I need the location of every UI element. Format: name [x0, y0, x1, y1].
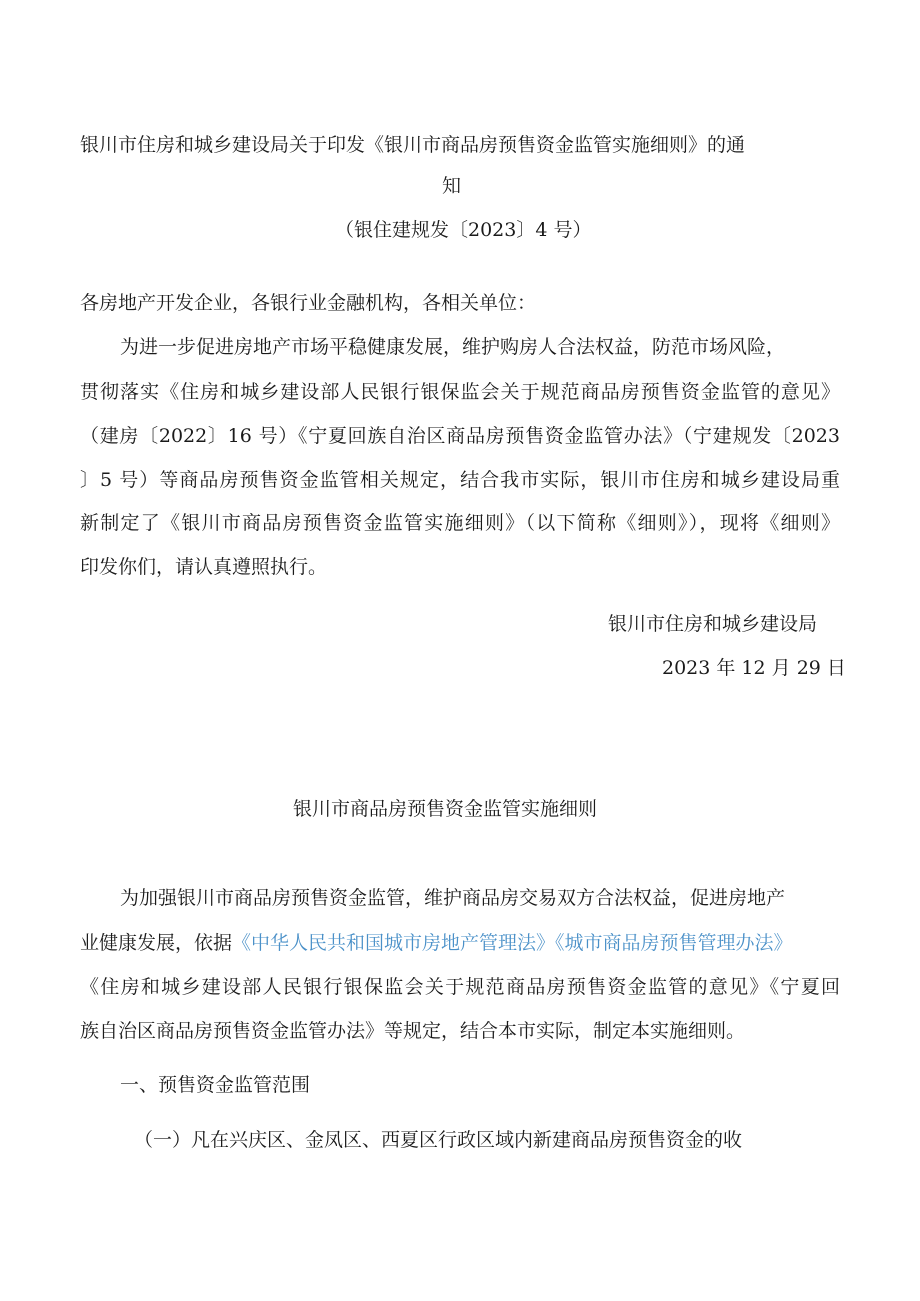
salutation: 各房地产开发企业，各银行业金融机构，各相关单位：: [80, 292, 537, 314]
rules-intro-line: [80, 931, 840, 955]
rules-title: 银川市商品房预售资金监管实施细则: [293, 798, 598, 820]
notice-paragraph-line: 贯彻落实《住房和城乡建设部人民银行银保监会关于规范商品房预售资金监管的意见》: [80, 381, 840, 403]
notice-paragraph-line: 新制定了《银川市商品房预售资金监管实施细则》（以下简称《细则》），现将《细则》: [80, 512, 840, 534]
law-link-urban-real-estate[interactable]: 《中华人民共和国城市房地产管理法》: [232, 932, 556, 954]
law-link-presale-management[interactable]: 《城市商品房预售管理办法》: [555, 932, 793, 954]
notice-paragraph-line: 〕5 号）等商品房预售资金监管相关规定，结合我市实际，银川市住房和城乡建设局重: [80, 469, 840, 491]
rules-intro-line: 为加强银川市商品房预售资金监管，维护商品房交易双方合法权益，促进房地产: [120, 887, 786, 909]
notice-paragraph-line: （建房〔2022〕16 号）《宁夏回族自治区商品房预售资金监管办法》（宁建规发〔2023: [80, 425, 840, 447]
section-heading: 一、预售资金监管范围: [120, 1074, 311, 1096]
notice-paragraph-line: 为进一步促进房地产市场平稳健康发展，维护购房人合法权益，防范市场风险，: [120, 336, 786, 358]
document-number: （银住建规发〔2023〕4 号）: [335, 219, 592, 241]
notice-title-line2: 知: [442, 175, 462, 197]
rules-intro-text: 业健康发展，依据: [80, 932, 233, 954]
notice-paragraph-line: 印发你们，请认真遵照执行。: [80, 556, 328, 578]
signature-organization: 银川市住房和城乡建设局: [608, 613, 818, 635]
notice-title-line1: 银川市住房和城乡建设局关于印发《银川市商品房预售资金监管实施细则》的通: [80, 134, 746, 156]
rules-intro-line: 族自治区商品房预售资金监管办法》等规定，结合本市实际，制定本实施细则。: [80, 1020, 746, 1042]
section-item-text: （一）凡在兴庆区、金凤区、西夏区行政区域内新建商品房预售资金的收: [134, 1129, 743, 1151]
signature-date: 2023 年 12 月 29 日: [662, 657, 846, 679]
rules-intro-line: 《住房和城乡建设部人民银行银保监会关于规范商品房预售资金监管的意见》《宁夏回: [80, 976, 840, 998]
